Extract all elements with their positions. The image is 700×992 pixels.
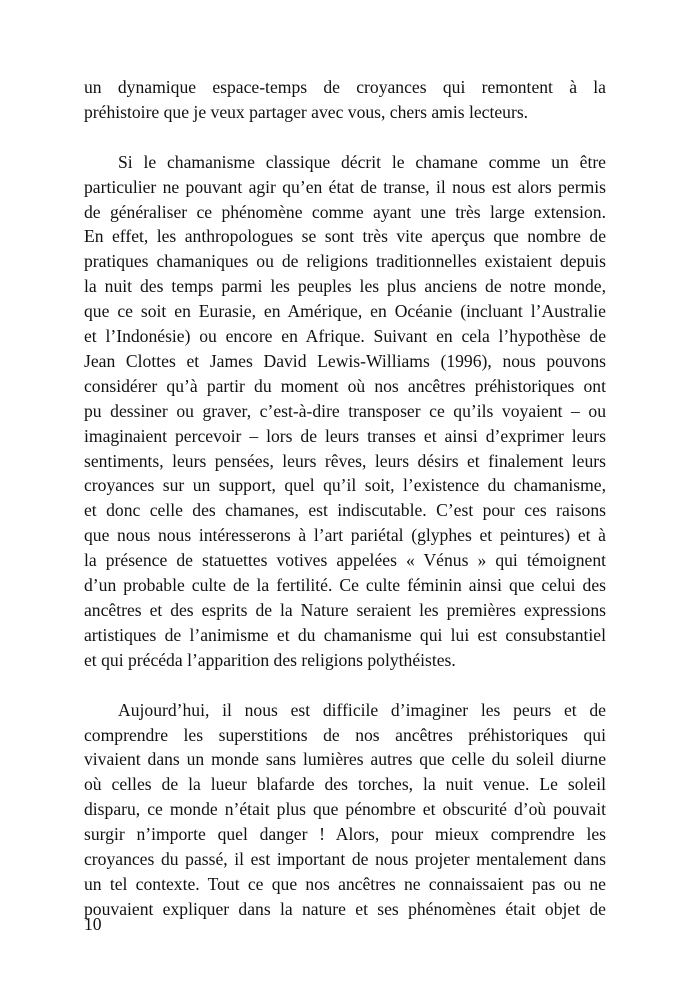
- text-line: imaginaient percevoir – lors de leurs transes et ainsi d’exprimer leurs: [84, 425, 606, 446]
- text-line: préhistoire que je veux partager avec vous, chers amis lecteurs.: [84, 101, 529, 122]
- text-line: que ce soit en Eurasie, en Amérique, en Océanie (incluant l’Australie: [84, 301, 606, 322]
- text-line: vivaient dans un monde sans lumières autres que celle du soleil diurne: [84, 749, 606, 770]
- text-line: d’un probable culte de la fertilité. Ce culte féminin ainsi que celui des: [84, 575, 606, 596]
- text-line: un dynamique espace-temps de croyances qui remontent à la: [84, 77, 606, 97]
- text-line: et donc celle des chamanes, est indiscutable. C’est pour ces raisons: [84, 500, 606, 521]
- page-body: [84, 75, 606, 947]
- text-line: pratiques chamaniques ou de religions traditionnelles existaient depuis: [84, 251, 606, 272]
- text-line: artistiques de l’animisme et du chamanisme qui lui est consubstantiel: [84, 624, 606, 645]
- text-line: surgir n’importe quel danger ! Alors, pour mieux comprendre les: [84, 824, 606, 845]
- text-line: ancêtres et des esprits de la Nature seraient les premières expressions: [84, 600, 606, 621]
- text-line: Si le chamanisme classique décrit le chamane comme un être: [118, 151, 606, 172]
- text-line: pu dessiner ou graver, c’est-à-dire transposer ce qu’ils voyaient – ou: [84, 400, 606, 421]
- text-line: et qui précéda l’apparition des religions polythéistes.: [84, 649, 456, 670]
- text-line: En effet, les anthropologues se sont très vite aperçus que nombre de: [84, 226, 606, 247]
- text-line: un tel contexte. Tout ce que nos ancêtres ne connaissaient pas ou ne: [84, 873, 606, 894]
- page-number: 10: [84, 914, 102, 934]
- text-line: comprendre les superstitions de nos ancêtres préhistoriques qui: [84, 724, 606, 745]
- text-line: et l’Indonésie) ou encore en Afrique. Suivant en cela l’hypothèse de: [84, 326, 606, 347]
- paragraph-1: [84, 75, 606, 125]
- text-line: sentiments, leurs pensées, leurs rêves, leurs désirs et finalement leurs: [84, 450, 606, 471]
- text-line: particulier ne pouvant agir qu’en état de transe, il nous est alors permis: [84, 176, 606, 197]
- text-line: croyances du passé, il est important de nous projeter mentalement dans: [84, 849, 606, 870]
- text-line: de généraliser ce phénomène comme ayant une très large extension.: [84, 201, 606, 222]
- text-line: Jean Clottes et James David Lewis-Williams (1996), nous pouvons: [84, 350, 606, 371]
- text-line: pouvaient expliquer dans la nature et ses phénomènes était objet de: [84, 898, 606, 919]
- text-line: considérer qu’à partir du moment où nos ancêtres préhistoriques ont: [84, 375, 606, 396]
- text-line: Aujourd’hui, il nous est difficile d’imaginer les peurs et de: [118, 699, 606, 720]
- text-line: où celles de la lueur blafarde des torches, la nuit venue. Le soleil: [84, 774, 606, 795]
- text-line: la présence de statuettes votives appelées « Vénus » qui témoignent: [84, 550, 606, 571]
- paragraph-2: [84, 150, 606, 673]
- text-line: croyances sur un support, quel qu’il soit, l’existence du chamanisme,: [84, 475, 606, 496]
- text-line: la nuit des temps parmi les peuples les plus anciens de notre monde,: [84, 276, 606, 297]
- paragraph-3: [84, 698, 606, 922]
- text-line: que nous nous intéresserons à l’art pariétal (glyphes et peintures) et à: [84, 525, 606, 546]
- text-line: disparu, ce monde n’était plus que pénombre et obscurité d’où pouvait: [84, 799, 606, 820]
